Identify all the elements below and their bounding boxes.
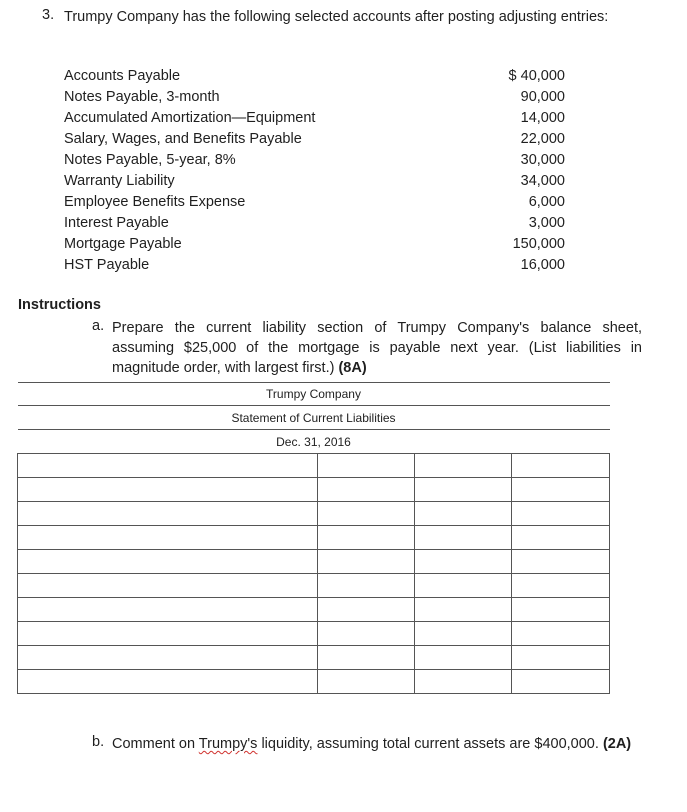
instructions-heading: Instructions	[18, 297, 101, 313]
account-row	[64, 235, 574, 256]
statement-cell[interactable]	[18, 454, 318, 478]
account-row	[64, 67, 574, 88]
part-b-text-before: Comment on	[112, 736, 196, 752]
statement-cell[interactable]	[318, 622, 415, 646]
account-row	[64, 214, 574, 235]
statement-cell[interactable]	[512, 454, 610, 478]
statement-cell[interactable]	[512, 670, 610, 694]
statement-cell[interactable]	[18, 622, 318, 646]
statement-cell[interactable]	[415, 598, 512, 622]
account-amount: 150,000	[512, 236, 565, 252]
statement-row	[18, 478, 610, 502]
account-row	[64, 130, 574, 151]
statement-cell[interactable]	[512, 646, 610, 670]
statement-row	[18, 502, 610, 526]
statement-cell[interactable]	[415, 526, 512, 550]
statement-row	[18, 670, 610, 694]
part-a-instruction: Prepare the current liability section of Trumpy Company's balance sheet, assuming $25,000 of the mortgage is payable next year. (List liabilities in magnitude order, with largest first.)	[112, 320, 642, 376]
statement-cell[interactable]	[318, 502, 415, 526]
statement-cell[interactable]	[318, 454, 415, 478]
statement-row	[18, 526, 610, 550]
statement-row	[18, 550, 610, 574]
account-amount: 14,000	[520, 110, 565, 126]
statement-cell[interactable]	[512, 574, 610, 598]
statement-cell[interactable]	[512, 622, 610, 646]
statement-cell[interactable]	[18, 478, 318, 502]
statement-row	[18, 454, 610, 478]
statement-row	[18, 574, 610, 598]
statement-cell[interactable]	[415, 502, 512, 526]
account-amount: 3,000	[528, 215, 565, 231]
account-row	[64, 256, 574, 277]
statement-row	[18, 622, 610, 646]
statement-cell[interactable]	[18, 574, 318, 598]
statement-cell[interactable]	[512, 478, 610, 502]
statement-cell[interactable]	[415, 478, 512, 502]
account-name: Employee Benefits Expense	[64, 194, 246, 210]
statement-cell[interactable]	[512, 502, 610, 526]
statement-cell[interactable]	[318, 550, 415, 574]
account-amount: 16,000	[520, 257, 565, 273]
statement-cell[interactable]	[318, 598, 415, 622]
account-name: Notes Payable, 5-year, 8%	[64, 152, 236, 168]
part-b-marks: (2A)	[602, 736, 632, 752]
account-amount: 30,000	[520, 152, 565, 168]
statement-cell[interactable]	[318, 526, 415, 550]
current-liabilities-statement	[17, 382, 610, 694]
accounts-list	[64, 67, 574, 277]
part-b-letter: b.	[92, 734, 105, 750]
account-name: Interest Payable	[64, 215, 169, 231]
question-text: Trumpy Company has the following selected accounts after posting adjusting entries:	[64, 9, 609, 25]
statement-cell[interactable]	[318, 646, 415, 670]
statement-cell[interactable]	[18, 670, 318, 694]
part-a-letter: a.	[92, 318, 105, 334]
statement-company: Trumpy Company	[18, 383, 610, 406]
statement-row	[18, 646, 610, 670]
statement-cell[interactable]	[415, 574, 512, 598]
statement-cell[interactable]	[318, 670, 415, 694]
part-b-company: Trumpy's	[198, 736, 258, 752]
account-row	[64, 88, 574, 109]
statement-cell[interactable]	[512, 598, 610, 622]
account-name: Notes Payable, 3-month	[64, 89, 220, 105]
account-amount: $ 40,000	[508, 68, 565, 84]
account-row	[64, 172, 574, 193]
statement-cell[interactable]	[415, 454, 512, 478]
statement-cell[interactable]	[512, 550, 610, 574]
statement-cell[interactable]	[18, 526, 318, 550]
account-row	[64, 109, 574, 130]
part-b-text	[112, 734, 642, 754]
account-name: Mortgage Payable	[64, 236, 182, 252]
account-amount: 22,000	[520, 131, 565, 147]
account-row	[64, 193, 574, 214]
part-a-marks: (8A)	[338, 360, 367, 376]
statement-cell[interactable]	[512, 526, 610, 550]
question-number: 3.	[42, 7, 55, 23]
statement-cell[interactable]	[18, 502, 318, 526]
statement-cell[interactable]	[415, 622, 512, 646]
account-name: Accounts Payable	[64, 68, 181, 84]
statement-cell[interactable]	[415, 646, 512, 670]
statement-cell[interactable]	[318, 478, 415, 502]
account-amount: 6,000	[528, 194, 565, 210]
account-row	[64, 151, 574, 172]
statement-date: Dec. 31, 2016	[18, 430, 610, 454]
account-amount: 90,000	[520, 89, 565, 105]
account-name: Accumulated Amortization—Equipment	[64, 110, 316, 126]
account-name: Salary, Wages, and Benefits Payable	[64, 131, 302, 147]
account-name: Warranty Liability	[64, 173, 175, 189]
statement-cell[interactable]	[18, 598, 318, 622]
statement-cell[interactable]	[318, 574, 415, 598]
part-b-text-after: liquidity, assuming total current assets are $400,000.	[261, 736, 599, 752]
part-a-text	[112, 318, 642, 378]
statement-title: Statement of Current Liabilities	[18, 406, 610, 430]
account-name: HST Payable	[64, 257, 150, 273]
account-amount: 34,000	[520, 173, 565, 189]
statement-cell[interactable]	[415, 670, 512, 694]
statement-cell[interactable]	[415, 550, 512, 574]
statement-row	[18, 598, 610, 622]
statement-cell[interactable]	[18, 550, 318, 574]
statement-cell[interactable]	[18, 646, 318, 670]
